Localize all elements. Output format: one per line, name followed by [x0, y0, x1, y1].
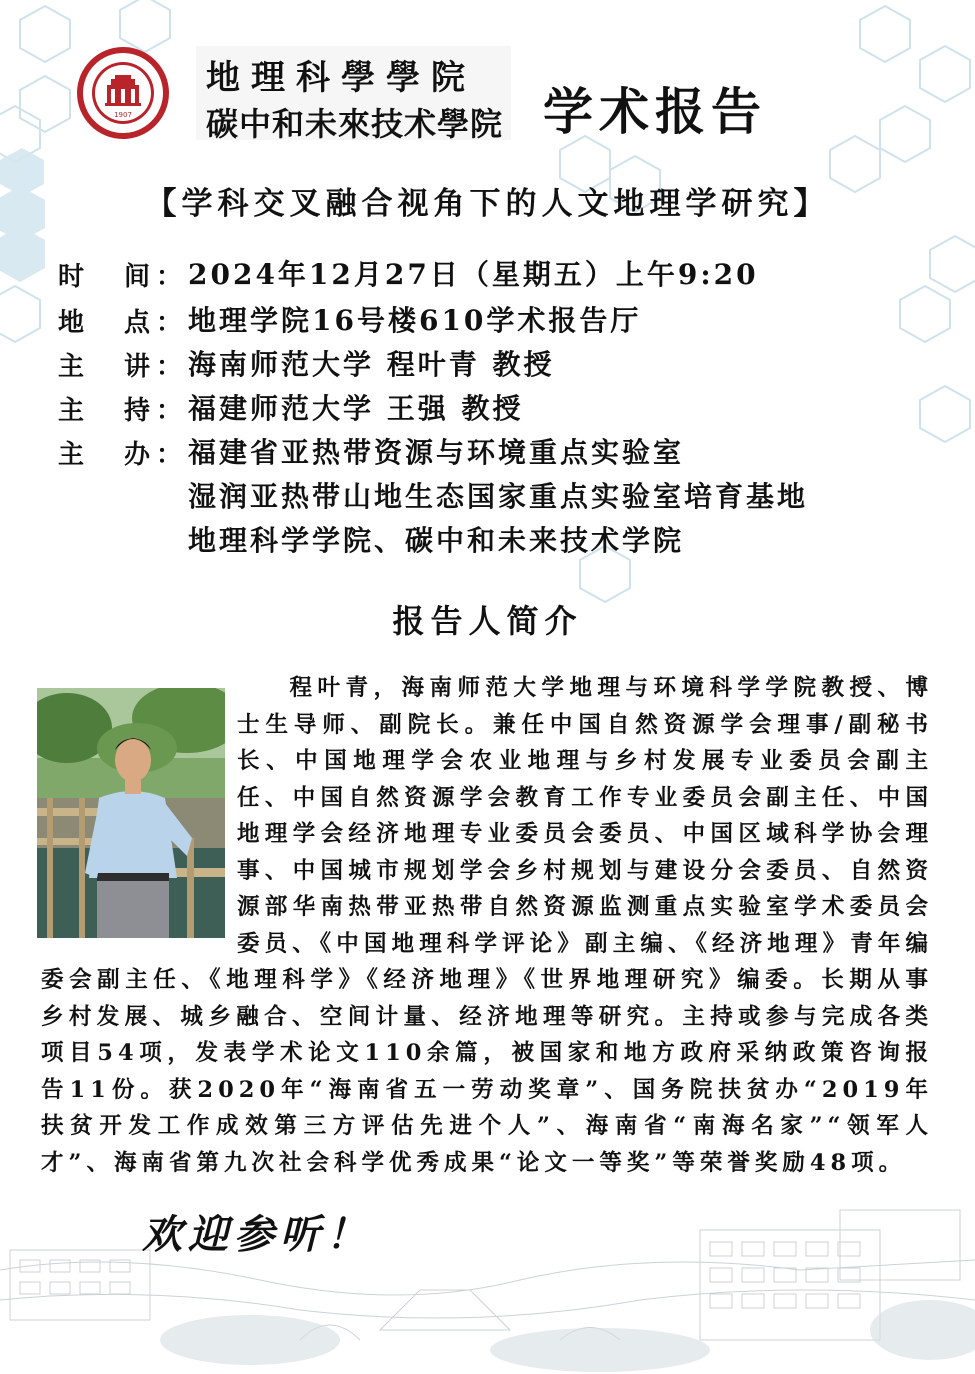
speaker-bio: [41, 670, 933, 1181]
info-value-organizer-2: 湿润亚热带山地生态国家重点实验室培育基地: [188, 480, 809, 513]
seal-year: 1907: [114, 111, 132, 119]
label-colon: ：: [156, 262, 183, 292]
label-char: 主: [58, 440, 85, 470]
label-colon: ：: [156, 308, 183, 338]
welcome-message: 欢迎参听！: [142, 1211, 372, 1258]
label-colon: ：: [156, 352, 183, 382]
speaker-intro-heading: 报告人简介: [392, 602, 583, 640]
label-colon: ：: [156, 396, 183, 426]
info-value-organizer-1: 福建省亚热带资源与环境重点实验室: [188, 436, 685, 469]
bio-paragraph: 程叶青，海南师范大学地理与环境科学学院教授、博士生导师、副院长。兼任中国自然资源学会理事/副秘书长、中国地理学会农业地理与乡村发展专业委员会副主任、中国自然资源学会教育工作专业委员会副主任、中国地理学会经济地理专业委员会委员、中国区域科学协会理事、中国城市规划学会乡村规划与建设分会委员、自然资源部华南热带亚热带自然资源监测重点实验室学术委员会委员、《中国地理科学评论》副主编、《经济地理》青年编委会副主任、《地理科学》《经济地理》《世界地理研究》编委。长期从事乡村发展、城乡融合、空间计量、经济地理等研究。主持或参与完成各类项目54项，发表学术论文110余篇，被国家和地方政府采纳政策咨询报告11份。获2020年“海南省五一劳动奖章”、国务院扶贫办“2019年扶贫开发工作成效第三方评估先进个人”、海南省“南海名家”“领军人才”、海南省第九次社会科学优秀成果“论文一等奖”等荣誉奖励48项。: [41, 675, 933, 1176]
photo-spacer: [41, 670, 237, 962]
org-name-geography-school: 地理科學學院: [206, 58, 476, 98]
label-char: 时: [58, 262, 85, 292]
label-char: 讲: [124, 352, 151, 382]
label-char: 地: [58, 308, 85, 338]
info-value-time: 2024年12月27日（星期五）上午9:20: [188, 258, 759, 291]
report-type-heading: 学术报告: [543, 82, 767, 141]
label-char: 点: [124, 308, 151, 338]
info-value-host: 福建师范大学 王强 教授: [188, 392, 524, 425]
org-name-carbon-neutral-school: 碳中和未來技术學院: [206, 105, 504, 143]
label-char: 主: [58, 396, 85, 426]
lecture-title: 【学科交叉融合视角下的人文地理学研究】: [145, 186, 830, 222]
university-seal-logo: [75, 45, 171, 141]
info-value-organizer-3: 地理科学学院、碳中和未来技术学院: [188, 524, 685, 557]
info-value-speaker: 海南师范大学 程叶青 教授: [188, 348, 555, 381]
label-char: 主: [58, 352, 85, 382]
label-char: 办: [124, 440, 151, 470]
info-value-location: 地理学院16号楼610学术报告厅: [188, 304, 642, 337]
label-colon: ：: [156, 440, 183, 470]
label-char: 间: [124, 262, 151, 292]
label-char: 持: [124, 396, 151, 426]
